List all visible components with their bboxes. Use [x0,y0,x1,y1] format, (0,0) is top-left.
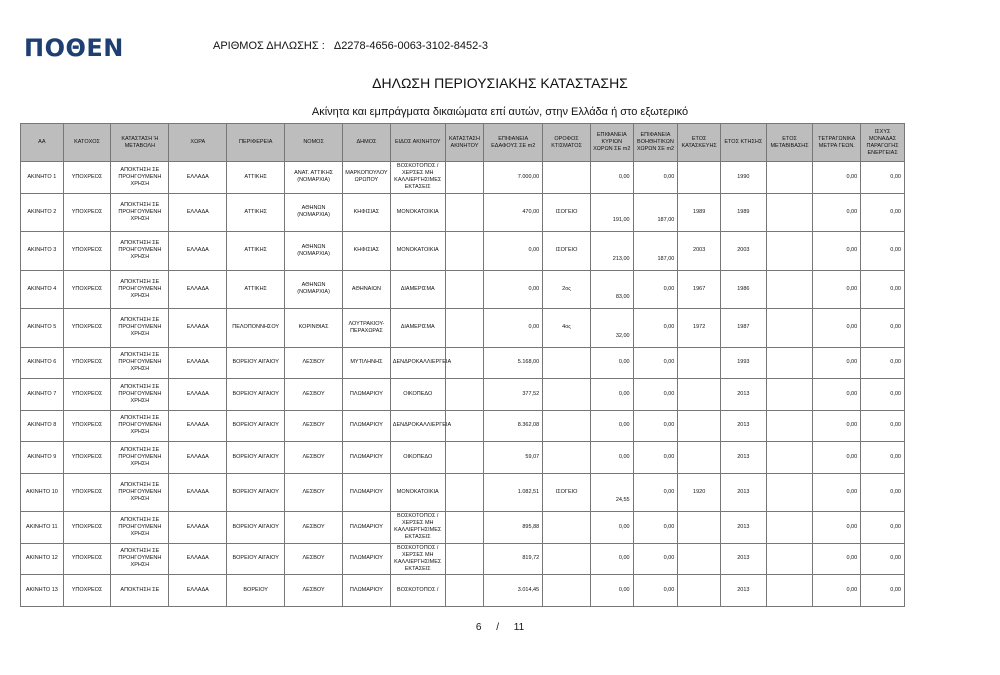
table-cell: 0,00 [813,512,861,544]
table-cell: ΑΠΟΚΤΗΣΗ ΣΕ ΠΡΟΗΓΟΥΜΕΝΗ ΧΡΗΣΗ [111,410,169,442]
table-cell: ΑΚΙΝΗΤΟ 6 [21,347,64,379]
table-cell [678,410,721,442]
table-cell: ΟΙΚΟΠΕΔΟ [390,379,445,411]
table-cell: ΒΟΣΚΟΤΟΠΟΣ / ΧΕΡΣΕΣ ΜΗ ΚΑΛΛΙΕΡΓΗΣΙΜΕΣ ΕΚΤΑΣΕΙΣ [390,162,445,194]
table-cell [445,270,484,309]
table-cell [766,379,813,411]
table-cell: 0,00 [484,309,543,348]
table-cell: 3.014,45 [484,575,543,607]
table-row [21,473,905,512]
table-cell: ΒΟΡΕΙΟΥ ΑΙΓΑΙΟΥ [227,442,285,474]
table-cell: ΥΠΟΧΡΕΟΣ [63,270,111,309]
table-cell: 0,00 [484,232,543,271]
table-cell: ΙΣΟΓΕΙΟ [543,473,591,512]
table-cell: ΑΚΙΝΗΤΟ 13 [21,575,64,607]
table-cell: ΑΚΙΝΗΤΟ 9 [21,442,64,474]
table-cell: ΛΕΣΒΟΥ [285,410,343,442]
table-cell: 0,00 [861,270,905,309]
column-header: ΚΑΤΑΣΤΑΣΗ Ή ΜΕΤΑΒΟΛΗ [111,124,169,162]
column-header: ΕΠΙΦΑΝΕΙΑ ΚΥΡΙΩΝ ΧΩΡΩΝ ΣΕ m2 [590,124,633,162]
table-cell: 0,00 [633,309,678,348]
table-cell: 1987 [720,309,766,348]
table-cell: 0,00 [590,512,633,544]
table-cell: 0,00 [813,543,861,575]
table-cell: ΥΠΟΧΡΕΟΣ [63,162,111,194]
table-row [21,193,905,232]
table-cell [543,512,591,544]
table-cell [766,232,813,271]
table-cell: ΑΠΟΚΤΗΣΗ ΣΕ ΠΡΟΗΓΟΥΜΕΝΗ ΧΡΗΣΗ [111,347,169,379]
table-cell [543,162,591,194]
table-cell: 7.000,00 [484,162,543,194]
table-cell: ΠΛΩΜΑΡΙΟΥ [343,379,391,411]
table-cell [678,512,721,544]
table-cell: 0,00 [813,379,861,411]
table-cell [766,347,813,379]
table-cell: ΑΚΙΝΗΤΟ 10 [21,473,64,512]
current-page: 6 [475,622,482,633]
table-cell [766,575,813,607]
table-cell: ΥΠΟΧΡΕΟΣ [63,512,111,544]
table-cell: ΜΟΝΟΚΑΤΟΙΚΙΑ [390,193,445,232]
table-cell: 0,00 [861,442,905,474]
table-cell: ΠΛΩΜΑΡΙΟΥ [343,512,391,544]
table-cell: ΑΚΙΝΗΤΟ 8 [21,410,64,442]
table-cell: ΑΠΟΚΤΗΣΗ ΣΕ ΠΡΟΗΓΟΥΜΕΝΗ ΧΡΗΣΗ [111,309,169,348]
table-cell: ΠΛΩΜΑΡΙΟΥ [343,473,391,512]
column-header: ΕΤΟΣ ΚΑΤΑΣΚΕΥΗΣ [678,124,721,162]
table-row [21,442,905,474]
table-cell: 0,00 [813,347,861,379]
table-cell: ΕΛΛΑΔΑ [169,232,227,271]
table-cell: 0,00 [813,575,861,607]
table-cell: 0,00 [861,410,905,442]
table-cell: ΕΛΛΑΔΑ [169,347,227,379]
table-cell: 0,00 [861,575,905,607]
table-cell: 0,00 [861,379,905,411]
table-cell [445,232,484,271]
table-cell: 32,00 [590,309,633,348]
table-cell [678,379,721,411]
table-cell: ΒΟΣΚΟΤΟΠΟΣ / ΧΕΡΣΕΣ ΜΗ ΚΑΛΛΙΕΡΓΗΣΙΜΕΣ ΕΚΤΑΣΕΙΣ [390,543,445,575]
table-cell: 83,00 [590,270,633,309]
table-cell: ΕΛΛΑΔΑ [169,512,227,544]
table-cell: 1972 [678,309,721,348]
table-cell: ΑΘΗΝΩΝ (ΝΟΜΑΡΧΙΑ) [285,232,343,271]
table-cell: ΑΚΙΝΗΤΟ 3 [21,232,64,271]
table-cell: 2013 [720,575,766,607]
table-cell: ΛΕΣΒΟΥ [285,347,343,379]
table-cell: ΥΠΟΧΡΕΟΣ [63,442,111,474]
table-cell: ΜΑΡΚΟΠΟΥΛΟΥ ΩΡΩΠΟΥ [343,162,391,194]
table-cell: ΥΠΟΧΡΕΟΣ [63,473,111,512]
table-cell: 0,00 [633,575,678,607]
table-cell: 59,07 [484,442,543,474]
table-cell [766,543,813,575]
table-cell: ΑΠΟΚΤΗΣΗ ΣΕ ΠΡΟΗΓΟΥΜΕΝΗ ΧΡΗΣΗ [111,473,169,512]
table-cell [678,543,721,575]
table-cell: 8.362,08 [484,410,543,442]
table-cell: 0,00 [484,270,543,309]
table-cell: 0,00 [590,442,633,474]
table-cell: ΛΕΣΒΟΥ [285,512,343,544]
table-row [21,543,905,575]
page-title: ΔΗΛΩΣΗ ΠΕΡΙΟΥΣΙΑΚΗΣ ΚΑΤΑΣΤΑΣΗΣ [372,75,628,91]
table-cell [543,347,591,379]
table-cell: 2013 [720,410,766,442]
table-cell: ΑΠΟΚΤΗΣΗ ΣΕ ΠΡΟΗΓΟΥΜΕΝΗ ΧΡΗΣΗ [111,379,169,411]
table-cell: ΠΛΩΜΑΡΙΟΥ [343,410,391,442]
table-cell: 1993 [720,347,766,379]
table-cell [543,379,591,411]
table-cell: ΑΠΟΚΤΗΣΗ ΣΕ ΠΡΟΗΓΟΥΜΕΝΗ ΧΡΗΣΗ [111,442,169,474]
table-cell: ΑΚΙΝΗΤΟ 4 [21,270,64,309]
table-cell: ΙΣΟΓΕΙΟ [543,193,591,232]
table-row [21,162,905,194]
table-cell: ΑΚΙΝΗΤΟ 2 [21,193,64,232]
column-header: ΚΑΤΑΣΤΑΣΗ ΑΚΙΝΗΤΟΥ [445,124,484,162]
table-cell: ΛΕΣΒΟΥ [285,379,343,411]
table-cell: ΑΘΗΝΩΝ (ΝΟΜΑΡΧΙΑ) [285,193,343,232]
table-cell: 0,00 [633,473,678,512]
table-cell: ΑΚΙΝΗΤΟ 1 [21,162,64,194]
table-cell: ΚΗΦΙΣΙΑΣ [343,193,391,232]
table-cell: ΑΠΟΚΤΗΣΗ ΣΕ ΠΡΟΗΓΟΥΜΕΝΗ ΧΡΗΣΗ [111,543,169,575]
table-cell: ΒΟΡΕΙΟΥ ΑΙΓΑΙΟΥ [227,512,285,544]
table-cell [766,473,813,512]
table-cell: ΔΕΝΔΡΟΚΑΛΛΙΕΡΓΕΙΑ [390,347,445,379]
column-header: ΙΣΧΥΣ ΜΟΝΑΔΑΣ ΠΑΡΑΓΩΓΗΣ ΕΝΕΡΓΕΙΑΣ [861,124,905,162]
table-cell: ΑΠΟΚΤΗΣΗ ΣΕ ΠΡΟΗΓΟΥΜΕΝΗ ΧΡΗΣΗ [111,162,169,194]
table-cell: ΥΠΟΧΡΕΟΣ [63,347,111,379]
table-header-row [21,124,905,162]
table-cell [445,162,484,194]
table-cell: ΛΕΣΒΟΥ [285,543,343,575]
table-cell: 0,00 [813,473,861,512]
column-header: ΚΑΤΟΧΟΣ [63,124,111,162]
table-cell: ΒΟΡΕΙΟΥ ΑΙΓΑΙΟΥ [227,410,285,442]
table-cell: 0,00 [633,442,678,474]
table-cell: ΕΛΛΑΔΑ [169,410,227,442]
table-cell [543,575,591,607]
column-header: ΕΤΟΣ ΚΤΗΣΗΣ [720,124,766,162]
table-cell: ΥΠΟΧΡΕΟΣ [63,575,111,607]
table-cell [766,270,813,309]
table-cell: 0,00 [590,162,633,194]
table-cell: ΥΠΟΧΡΕΟΣ [63,379,111,411]
table-cell: 0,00 [633,379,678,411]
table-cell [766,512,813,544]
table-cell: ΑΠΟΚΤΗΣΗ ΣΕ ΠΡΟΗΓΟΥΜΕΝΗ ΧΡΗΣΗ [111,270,169,309]
table-row [21,232,905,271]
table-cell: 187,00 [633,193,678,232]
table-cell: ΥΠΟΧΡΕΟΣ [63,309,111,348]
table-cell: 24,55 [590,473,633,512]
table-cell: ΑΠΟΚΤΗΣΗ ΣΕ ΠΡΟΗΓΟΥΜΕΝΗ ΧΡΗΣΗ [111,232,169,271]
table-cell: 0,00 [861,309,905,348]
table-cell: 0,00 [813,442,861,474]
table-row [21,379,905,411]
column-header: ΑΑ [21,124,64,162]
table-cell: ΑΘΗΝΩΝ (ΝΟΜΑΡΧΙΑ) [285,270,343,309]
table-cell: ΜΟΝΟΚΑΤΟΙΚΙΑ [390,473,445,512]
table-cell: ΑΠΟΚΤΗΣΗ ΣΕ [111,575,169,607]
table-cell [445,575,484,607]
table-cell: 2013 [720,473,766,512]
column-header: ΕΙΔΟΣ ΑΚΙΝΗΤΟΥ [390,124,445,162]
table-cell: ΕΛΛΑΔΑ [169,575,227,607]
table-cell [445,309,484,348]
table-cell: ΑΠΟΚΤΗΣΗ ΣΕ ΠΡΟΗΓΟΥΜΕΝΗ ΧΡΗΣΗ [111,193,169,232]
table-row [21,347,905,379]
table-cell: 1990 [720,162,766,194]
table-cell: ΥΠΟΧΡΕΟΣ [63,193,111,232]
table-cell: 0,00 [590,347,633,379]
table-cell: ΛΕΣΒΟΥ [285,442,343,474]
table-cell: ΑΤΤΙΚΗΣ [227,270,285,309]
table-cell: ΕΛΛΑΔΑ [169,162,227,194]
table-cell: 213,00 [590,232,633,271]
table-cell: ΑΚΙΝΗΤΟ 12 [21,543,64,575]
table-cell: ΑΚΙΝΗΤΟ 7 [21,379,64,411]
table-cell: ΒΟΡΕΙΟΥ [227,575,285,607]
table-cell [766,193,813,232]
table-row [21,575,905,607]
table-cell: ΥΠΟΧΡΕΟΣ [63,543,111,575]
table-cell: ΕΛΛΑΔΑ [169,270,227,309]
table-cell: 0,00 [590,543,633,575]
table-cell [766,162,813,194]
column-header: ΧΩΡΑ [169,124,227,162]
table-cell: 0,00 [861,232,905,271]
table-cell: ΒΟΣΚΟΤΟΠΟΣ / ΧΕΡΣΕΣ ΜΗ ΚΑΛΛΙΕΡΓΗΣΙΜΕΣ ΕΚΤΑΣΕΙΣ [390,512,445,544]
table-cell: ΙΣΟΓΕΙΟ [543,232,591,271]
table-cell: 5.168,00 [484,347,543,379]
table-cell: 2013 [720,512,766,544]
table-cell: 2013 [720,543,766,575]
table-row [21,410,905,442]
table-cell [543,442,591,474]
table-cell: ΑΚΙΝΗΤΟ 5 [21,309,64,348]
table-cell: ΒΟΡΕΙΟΥ ΑΙΓΑΙΟΥ [227,379,285,411]
table-cell: 2003 [678,232,721,271]
table-cell [445,512,484,544]
table-cell: 470,00 [484,193,543,232]
table-body [21,162,905,607]
table-cell: ΠΛΩΜΑΡΙΟΥ [343,575,391,607]
table-cell: 0,00 [813,193,861,232]
table-cell: ΒΟΡΕΙΟΥ ΑΙΓΑΙΟΥ [227,347,285,379]
table-cell: 0,00 [633,543,678,575]
table-cell: ΥΠΟΧΡΕΟΣ [63,232,111,271]
column-header: ΟΡΟΦΟΣ ΚΤΙΣΜΑΤΟΣ [543,124,591,162]
table-cell: 0,00 [813,270,861,309]
table-cell [543,410,591,442]
table-cell: ΒΟΡΕΙΟΥ ΑΙΓΑΙΟΥ [227,473,285,512]
table-cell: 0,00 [590,575,633,607]
table-cell: ΚΗΦΙΣΙΑΣ [343,232,391,271]
declaration-number [213,40,488,52]
table-cell: ΠΛΩΜΑΡΙΟΥ [343,442,391,474]
table-cell: 1986 [720,270,766,309]
page-separator: / [496,622,499,633]
table-cell: ΕΛΛΑΔΑ [169,442,227,474]
column-header: ΕΠΙΦΑΝΕΙΑ ΕΔΑΦΟΥΣ ΣΕ m2 [484,124,543,162]
table-cell: 1.082,51 [484,473,543,512]
table-cell: ΔΕΝΔΡΟΚΑΛΛΙΕΡΓΕΙΑ [390,410,445,442]
column-header: ΤΕΤΡΑΓΩΝΙΚΑ ΜΕΤΡΑ ΓΕΩΝ. [813,124,861,162]
table-cell: ΑΠΟΚΤΗΣΗ ΣΕ ΠΡΟΗΓΟΥΜΕΝΗ ΧΡΗΣΗ [111,512,169,544]
table-cell: ΜΟΝΟΚΑΤΟΙΚΙΑ [390,232,445,271]
table-cell: ΠΕΛΟΠΟΝΝΗΣΟΥ [227,309,285,348]
table-cell [766,309,813,348]
table-cell: ΛΟΥΤΡΑΚΙΟΥ-ΠΕΡΑΧΩΡΑΣ [343,309,391,348]
declaration-code: Δ2278-4656-0063-3102-8452-3 [333,40,488,52]
table-row [21,309,905,348]
table-cell [445,543,484,575]
table-cell [445,193,484,232]
table-cell: 2003 [720,232,766,271]
table-cell: 187,00 [633,232,678,271]
table-cell: 191,00 [590,193,633,232]
assets-table [20,123,905,607]
table-cell [678,575,721,607]
column-header: ΕΠΙΦΑΝΕΙΑ ΒΟΗΘΗΤΙΚΩΝ ΧΩΡΩΝ ΣΕ m2 [633,124,678,162]
table-cell: ΚΟΡΙΝΘΙΑΣ [285,309,343,348]
table-cell: ΛΕΣΒΟΥ [285,473,343,512]
table-cell: 0,00 [813,309,861,348]
table-row [21,270,905,309]
table-cell: 0,00 [861,512,905,544]
table-cell: 819,72 [484,543,543,575]
table-cell: ΜΥΤΙΛΗΝΗΣ [343,347,391,379]
table-cell: 2013 [720,442,766,474]
table-cell: ΒΟΣΚΟΤΟΠΟΣ / [390,575,445,607]
table-cell [678,162,721,194]
table-cell [678,347,721,379]
table-cell: 4ος [543,309,591,348]
table-cell: 0,00 [861,347,905,379]
table-cell: 1989 [720,193,766,232]
table-cell: 1920 [678,473,721,512]
table-cell: ΕΛΛΑΔΑ [169,543,227,575]
table-cell: 0,00 [633,270,678,309]
table-cell: 0,00 [813,232,861,271]
declaration-label: ΑΡΙΘΜΟΣ ΔΗΛΩΣΗΣ : [213,40,325,52]
table-cell: ΑΤΤΙΚΗΣ [227,232,285,271]
page-indicator [0,622,1000,633]
table-cell: 0,00 [813,162,861,194]
table-cell: ΑΤΤΙΚΗΣ [227,162,285,194]
table-cell [678,442,721,474]
column-header: ΠΕΡΙΦΕΡΕΙΑ [227,124,285,162]
table-cell: ΒΟΡΕΙΟΥ ΑΙΓΑΙΟΥ [227,543,285,575]
table-cell: 0,00 [633,162,678,194]
table-cell [766,442,813,474]
table-cell: 1989 [678,193,721,232]
table-cell: 0,00 [590,410,633,442]
table-cell: 0,00 [813,410,861,442]
table-cell: 377,52 [484,379,543,411]
table-cell [445,442,484,474]
column-header: ΔΗΜΟΣ [343,124,391,162]
table-cell: 895,88 [484,512,543,544]
table-cell: ΠΛΩΜΑΡΙΟΥ [343,543,391,575]
table-cell: ΕΛΛΑΔΑ [169,193,227,232]
table-cell: 0,00 [861,473,905,512]
table-cell [445,473,484,512]
table-cell: ΑΝΑΤ. ΑΤΤΙΚΗΣ (ΝΟΜΑΡΧΙΑ) [285,162,343,194]
column-header: ΕΤΟΣ ΜΕΤΑΒΙΒΑΣΗΣ [766,124,813,162]
assets-table-container [20,123,905,607]
table-cell: ΑΘΗΝΑΙΩΝ [343,270,391,309]
table-cell: ΔΙΑΜΕΡΙΣΜΑ [390,309,445,348]
table-cell: ΕΛΛΑΔΑ [169,379,227,411]
column-header: ΝΟΜΟΣ [285,124,343,162]
table-cell: ΥΠΟΧΡΕΟΣ [63,410,111,442]
table-cell: ΕΛΛΑΔΑ [169,473,227,512]
table-cell: 2ος [543,270,591,309]
table-cell: 0,00 [861,543,905,575]
page-subtitle: Ακίνητα και εμπράγματα δικαιώματα επί αυτών, στην Ελλάδα ή στο εξωτερικό [311,106,689,118]
table-cell: 0,00 [633,410,678,442]
table-cell: ΕΛΛΑΔΑ [169,309,227,348]
total-pages: 11 [513,622,525,633]
table-cell [445,379,484,411]
table-cell [766,410,813,442]
table-cell: ΑΤΤΙΚΗΣ [227,193,285,232]
table-cell: 0,00 [633,512,678,544]
table-cell: ΛΕΣΒΟΥ [285,575,343,607]
table-cell: 0,00 [861,162,905,194]
table-cell: 0,00 [861,193,905,232]
table-row [21,512,905,544]
table-cell: 2013 [720,379,766,411]
table-cell: ΟΙΚΟΠΕΔΟ [390,442,445,474]
table-cell [543,543,591,575]
table-cell: 1967 [678,270,721,309]
table-cell: 0,00 [590,379,633,411]
pothen-logo: ΠΟΘΕΝ [24,34,124,62]
table-cell: ΔΙΑΜΕΡΙΣΜΑ [390,270,445,309]
table-cell: 0,00 [633,347,678,379]
table-cell: ΑΚΙΝΗΤΟ 11 [21,512,64,544]
